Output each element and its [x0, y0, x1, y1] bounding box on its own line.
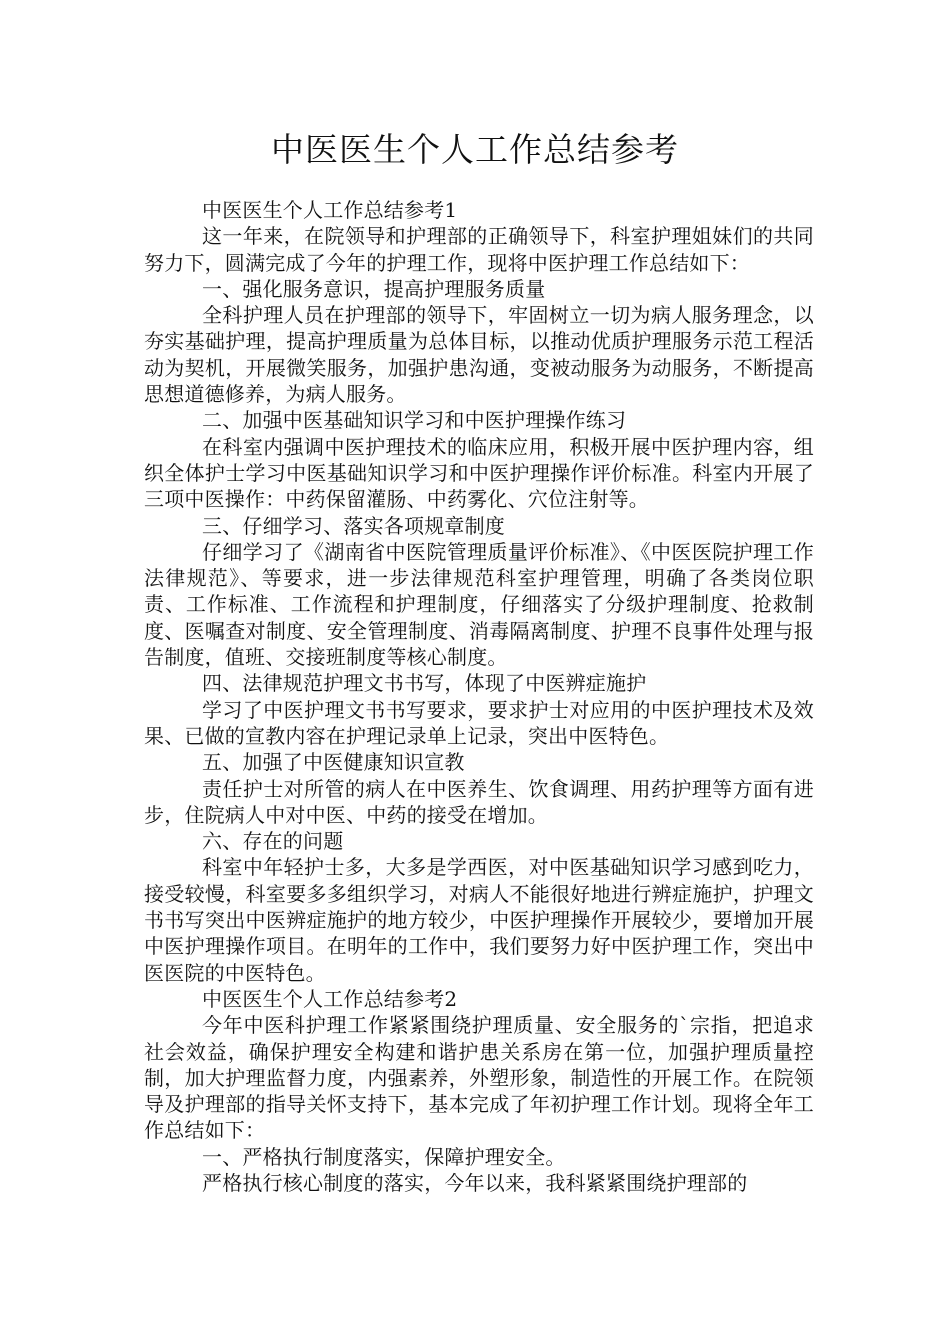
paragraph: 严格执行核心制度的落实，今年以来，我科紧紧围绕护理部的 [202, 1170, 748, 1195]
section-heading: 四、法律规范护理文书书写，体现了中医辨症施护 [202, 671, 647, 696]
paragraph: 今年中医科护理工作紧紧围绕护理质量、安全服务的`宗指，把追求社会效益，确保护理安全构建和谐护患关系房在第一位，加强护理质量控制，加大护理监督力度，内强素养，外塑形象，制造性的开展工作。在院领导及护理部的指导关怀支持下，基本完成了年初护理工作计划。现将全年工作总结如下： [144, 1013, 814, 1143]
section-heading: 一、强化服务意识，提高护理服务质量 [202, 276, 546, 301]
paragraph-heading-part2: 中医医生个人工作总结参考2 [202, 986, 458, 1011]
paragraph: 科室中年轻护士多，大多是学西医，对中医基础知识学习感到吃力，接受较慢，科室要多多组织学习，对病人不能很好地进行辨症施护，护理文书书写突出中医辨症施护的地方较少，中医护理操作开展较少，要增加开展中医护理操作项目。在明年的工作中，我们要努力好中医护理工作，突出中医医院的中医特色。 [144, 855, 814, 985]
paragraph: 全科护理人员在护理部的领导下，牢固树立一切为病人服务理念，以夯实基础护理，提高护理质量为总体目标，以推动优质护理服务示范工程活动为契机，开展微笑服务，加强护患沟通，变被动服务为动服务，不断提高思想道德修养，为病人服务。 [144, 303, 814, 407]
section-heading: 六、存在的问题 [202, 829, 344, 854]
paragraph-heading-part1: 中医医生个人工作总结参考1 [202, 198, 458, 222]
section-heading: 三、仔细学习、落实各项规章制度 [202, 513, 505, 538]
section-heading: 一、严格执行制度落实，保障护理安全。 [202, 1144, 566, 1169]
document-title: 中医医生个人工作总结参考 [271, 130, 679, 169]
paragraph: 这一年来，在院领导和护理部的正确领导下，科室护理姐妹们的共同努力下，圆满完成了今年的护理工作，现将中医护理工作总结如下： [144, 224, 814, 275]
paragraph: 仔细学习了《湖南省中医院管理质量评价标准》、《中医医院护理工作法律规范》、等要求，进一步法律规范科室护理管理，明确了各类岗位职责、工作标准、工作流程和护理制度，仔细落实了分级护理制度、抢救制度、医嘱查对制度、安全管理制度、消毒隔离制度、护理不良事件处理与报告制度，值班、交接班制度等核心制度。 [144, 539, 814, 670]
paragraph: 学习了中医护理文书书写要求，要求护士对应用的中医护理技术及效果、已做的宣教内容在护理记录单上记录，突出中医特色。 [144, 697, 814, 748]
section-heading: 二、加强中医基础知识学习和中医护理操作练习 [202, 408, 627, 433]
paragraph: 在科室内强调中医护理技术的临床应用，积极开展中医护理内容，组织全体护士学习中医基础知识学习和中医护理操作评价标准。科室内开展了三项中医操作：中药保留灌肠、中药雾化、穴位注射等。 [144, 434, 814, 512]
section-heading: 五、加强了中医健康知识宣教 [202, 750, 465, 775]
paragraph: 责任护士对所管的病人在中医养生、饮食调理、用药护理等方面有进步，住院病人中对中医、中药的接受在增加。 [144, 776, 814, 827]
document-body [144, 197, 814, 1196]
